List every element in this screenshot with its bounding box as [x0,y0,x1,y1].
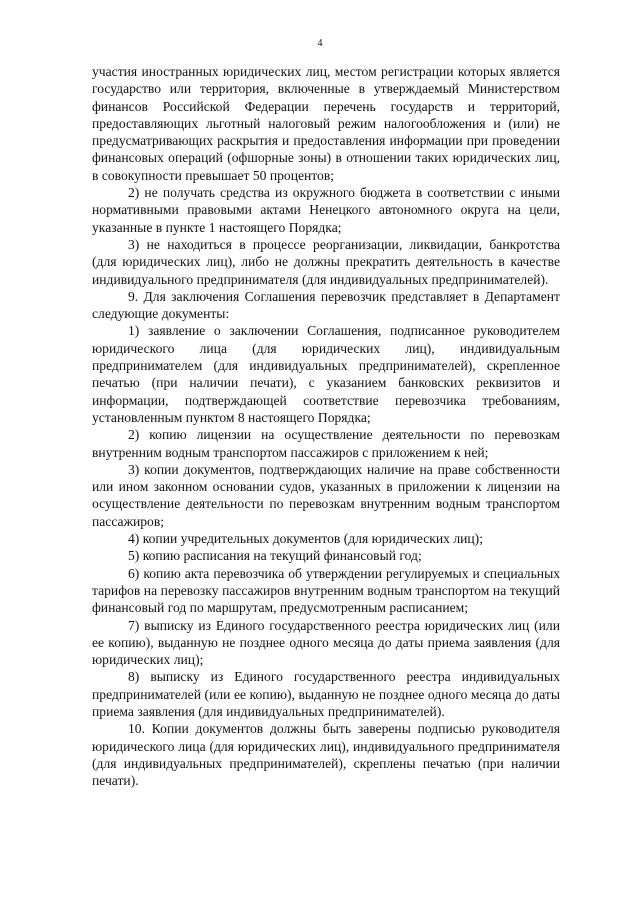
page-number: 4 [317,38,323,49]
paragraph-doc-2: 2) копию лицензии на осуществление деятельности по перевозкам внутренним водным транспортом пассажиров с приложением к ней; [92,427,560,460]
paragraph-doc-8: 8) выписку из Единого государственного реестра индивидуальных предпринимателей (или ее копию), выданную не позднее одного месяца до даты приема заявления (для индивидуальных предпринимателей). [92,669,560,719]
paragraph-section-10: 10. Копии документов должны быть заверены подписью руководителя юридического лица (для юридических лиц), индивидуального предпринимателя (для индивидуальных предпринимателей), скреплены печатью (при наличии печати). [92,721,560,789]
paragraph-doc-5: 5) копию расписания на текущий финансовый год; [128,548,422,564]
paragraph-doc-1: 1) заявление о заключении Соглашения, подписанное руководителем юридического лица (для юридических лиц), индивидуальным предпринимателем (для индивидуальных предпринимателей), скрепленное печатью (при наличии печати), с указанием банковских реквизитов и информации, подтверждающей соответствие перевозчика требованиям, установленным пунктом 8 настоящего Порядка; [92,323,560,425]
paragraph-doc-7: 7) выписку из Единого государственного реестра юридических лиц (или ее копию), выданную не позднее одного месяца до даты приема заявления (для юридических лиц); [92,617,560,668]
paragraph-doc-4: 4) копии учредительных документов (для юридических лиц); [128,531,483,547]
paragraph-requirement-3: 3) не находиться в процессе реорганизации, ликвидации, банкротства (для юридических лиц), либо не должны прекратить деятельность в качестве индивидуального предпринимателя (для индивидуальных предпринимателей). [92,236,560,287]
document-body [92,63,560,789]
paragraph-doc-6: 6) копию акта перевозчика об утверждении регулируемых и специальных тарифов на перевозку пассажиров внутренним водным транспортом на текущий финансовый год по маршрутам, предусмотренным расписанием; [92,565,560,616]
paragraph-doc-3: 3) копии документов, подтверждающих наличие на праве собственности или ином законном основании судов, указанных в приложении к лицензии на осуществление деятельности по перевозкам внутренним водным транспортом пассажиров; [92,461,560,529]
paragraph-requirement-2: 2) не получать средства из окружного бюджета в соответствии с иными нормативными правовыми актами Ненецкого автономного округа на цели, указанные в пункте 1 настоящего Порядка; [92,185,560,235]
paragraph-continuation: участия иностранных юридических лиц, местом регистрации которых является государство или территория, включенные в утверждаемый Министерством финансов Российской Федерации перечень государств и территорий, предоставляющих льготный налоговый режим налогообложения и (или) не предусматривающих раскрытия и предоставления информации при проведении финансовых операций (офшорные зоны) в отношении таких юридических лиц, в совокупности превышает 50 процентов; [92,64,560,183]
paragraph-section-9: 9. Для заключения Соглашения перевозчик представляет в Департамент следующие документы: [92,288,560,322]
